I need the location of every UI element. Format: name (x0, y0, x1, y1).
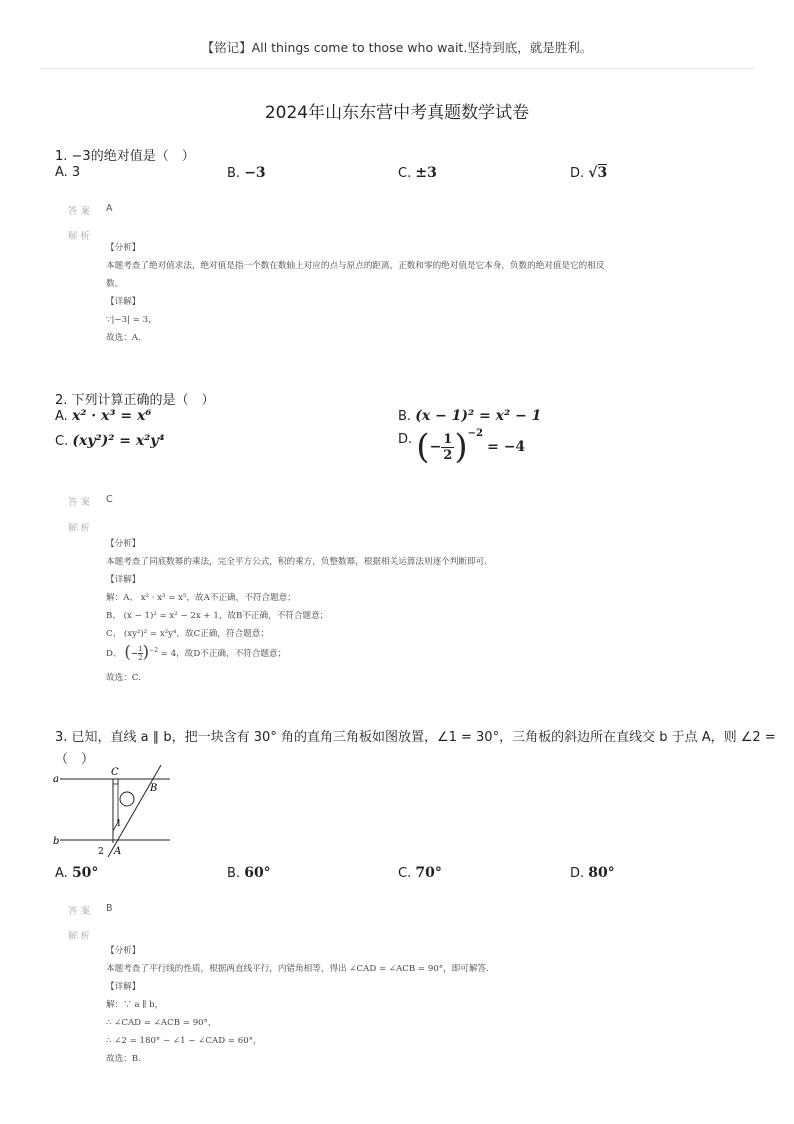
q3-option-b[interactable] (227, 865, 271, 881)
detail-suffix: = 4，故D不正确，不符合题意； (160, 648, 287, 659)
q3-stem-line2: （ ） (55, 752, 95, 767)
q2-detail-line4 (106, 642, 286, 663)
sqrt-symbol: √ (588, 165, 598, 181)
option-prefix: B. (227, 166, 241, 181)
option-math: (x − 1)² = x² − 1 (415, 408, 542, 424)
q1-option-c[interactable] (398, 165, 437, 181)
option-math: ±3 (415, 165, 437, 181)
option-math: 70° (415, 865, 442, 881)
right-angle-mark (113, 779, 118, 784)
answer-label: 答案 (68, 206, 94, 217)
q3-option-d[interactable] (570, 865, 615, 881)
option-math: −3 (244, 165, 266, 181)
triangle-hole (120, 792, 134, 806)
q2-answer: C (106, 494, 113, 505)
q2-detail-line5: 故选：C. (106, 673, 141, 683)
q2-detail-line1: 解：A、 x² · x³ = x⁵，故A不正确，不符合题意； (106, 593, 296, 603)
q1-option-b[interactable] (227, 165, 266, 181)
q1-explanation (106, 240, 726, 350)
option-math: 60° (244, 865, 271, 881)
q3-stem-line1: 3. 已知，直线 a ∥ b，把一块含有 30° 角的直角三角板如图放置，∠1 = 30°，三角板的斜边所在直线交 b 于点 A，则 ∠2 = (55, 730, 776, 745)
option-prefix: C. (398, 166, 412, 181)
analysis-heading: 【分析】 (106, 946, 141, 956)
option-math: = −4 (487, 439, 526, 455)
q3-option-c[interactable] (398, 865, 442, 881)
label-angle-1: 1 (116, 819, 122, 829)
option-prefix: C. (398, 866, 412, 881)
q2-stem: 2. 下列计算正确的是（ ） (55, 393, 215, 408)
explanation-label: 解析 (68, 931, 94, 942)
option-prefix: A. (55, 866, 68, 881)
q2-detail-line3: C、 (xy²)² = x²y⁴，故C正确，符合题意； (106, 629, 269, 639)
option-math: 3 (597, 165, 608, 181)
exponent: −2 (149, 647, 159, 654)
exponent: −2 (467, 428, 483, 439)
q1-option-a[interactable]: A. 3 (55, 165, 81, 180)
q1-analysis-line1: 本题考查了绝对值求法，绝对值是指一个数在数轴上对应的点与原点的距离，正数和零的绝对值是它本身，负数的绝对值是它的相反 (106, 261, 605, 271)
option-math: (xy²)² = x²y⁴ (72, 433, 165, 449)
option-prefix: D. (398, 432, 413, 447)
fraction-numerator: 1 (138, 644, 143, 653)
answer-label: 答案 (68, 497, 94, 508)
q3-figure (50, 762, 180, 860)
q2-option-d[interactable] (398, 427, 526, 476)
q1-detail-line2: 故选：A. (106, 333, 141, 343)
q3-answer: B (106, 903, 113, 914)
left-paren: ( (416, 427, 430, 467)
page-title: 2024年山东东营中考真题数学试卷 (264, 103, 530, 123)
option-math: 80° (588, 865, 615, 881)
q2-detail-line2: B、 (x − 1)² = x² − 2x + 1，故B不正确，不符合题意； (106, 611, 329, 621)
option-prefix: B. (227, 866, 241, 881)
q1-analysis-line2: 数。 (106, 279, 124, 289)
minus-sign: − (130, 648, 139, 659)
explanation-label: 解析 (68, 231, 94, 242)
label-b: b (53, 836, 60, 847)
left-paren: ( (124, 642, 131, 663)
label-c: C (111, 767, 119, 778)
option-prefix: D. (570, 166, 585, 181)
q3-analysis: 本题考查了平行线的性质，根据两直线平行，内错角相等，得出 ∠CAD = ∠ACB = 90°，即可解答. (106, 964, 489, 974)
q1-stem: 1. −3的绝对值是（ ） (55, 149, 195, 164)
fraction-numerator: 1 (443, 431, 453, 447)
fraction-denominator: 2 (138, 653, 143, 662)
label-angle-2: 2 (98, 847, 104, 857)
minus-sign: − (429, 439, 442, 455)
label-point-b: B (150, 783, 158, 794)
label-point-a: A (114, 846, 122, 857)
q2-option-b[interactable] (398, 408, 541, 424)
right-paren: ) (142, 642, 150, 663)
q2-analysis: 本题考查了同底数幂的乘法，完全平方公式，积的乘方，负整数幂，根据相关运算法则逐个判断即可. (106, 557, 487, 567)
option-prefix: B. (398, 409, 412, 424)
q3-option-a[interactable] (55, 865, 98, 881)
q2-option-a[interactable] (55, 408, 151, 424)
right-paren: ) (454, 427, 468, 467)
detail-heading: 【详解】 (106, 982, 141, 992)
detail-heading: 【详解】 (106, 297, 141, 307)
q1-detail-line1: ∵|−3| = 3， (106, 315, 157, 325)
q3-detail-line3: ∴ ∠2 = 180° − ∠1 − ∠CAD = 60°， (106, 1036, 262, 1046)
option-prefix: A. (55, 409, 68, 424)
answer-label: 答案 (68, 906, 94, 917)
q2-explanation (106, 536, 726, 686)
option-prefix: D. (570, 866, 585, 881)
option-math: 50° (71, 865, 99, 881)
detail-prefix: D、 (106, 648, 122, 659)
q3-explanation (106, 943, 726, 1073)
fraction-denominator: 2 (443, 447, 453, 463)
header-divider (40, 68, 754, 69)
option-math: x² · x³ = x⁶ (71, 408, 152, 424)
label-a: a (53, 774, 59, 785)
q1-option-d[interactable] (570, 165, 607, 181)
q3-detail-line4: 故选：B. (106, 1054, 141, 1064)
detail-heading: 【详解】 (106, 575, 141, 585)
q2-option-c[interactable] (55, 433, 165, 449)
explanation-label: 解析 (68, 523, 94, 534)
q1-answer: A (106, 203, 113, 214)
q3-detail-line1: 解：∵ a ∥ b， (106, 1000, 164, 1010)
analysis-heading: 【分析】 (106, 539, 141, 549)
fraction (441, 432, 454, 463)
option-prefix: C. (55, 434, 69, 449)
header-motto: 【铭记】All things come to those who wait.坚持到底，就是胜利。 (201, 40, 593, 55)
analysis-heading: 【分析】 (106, 243, 141, 253)
q3-detail-line2: ∴ ∠CAD = ∠ACB = 90°， (106, 1018, 217, 1028)
